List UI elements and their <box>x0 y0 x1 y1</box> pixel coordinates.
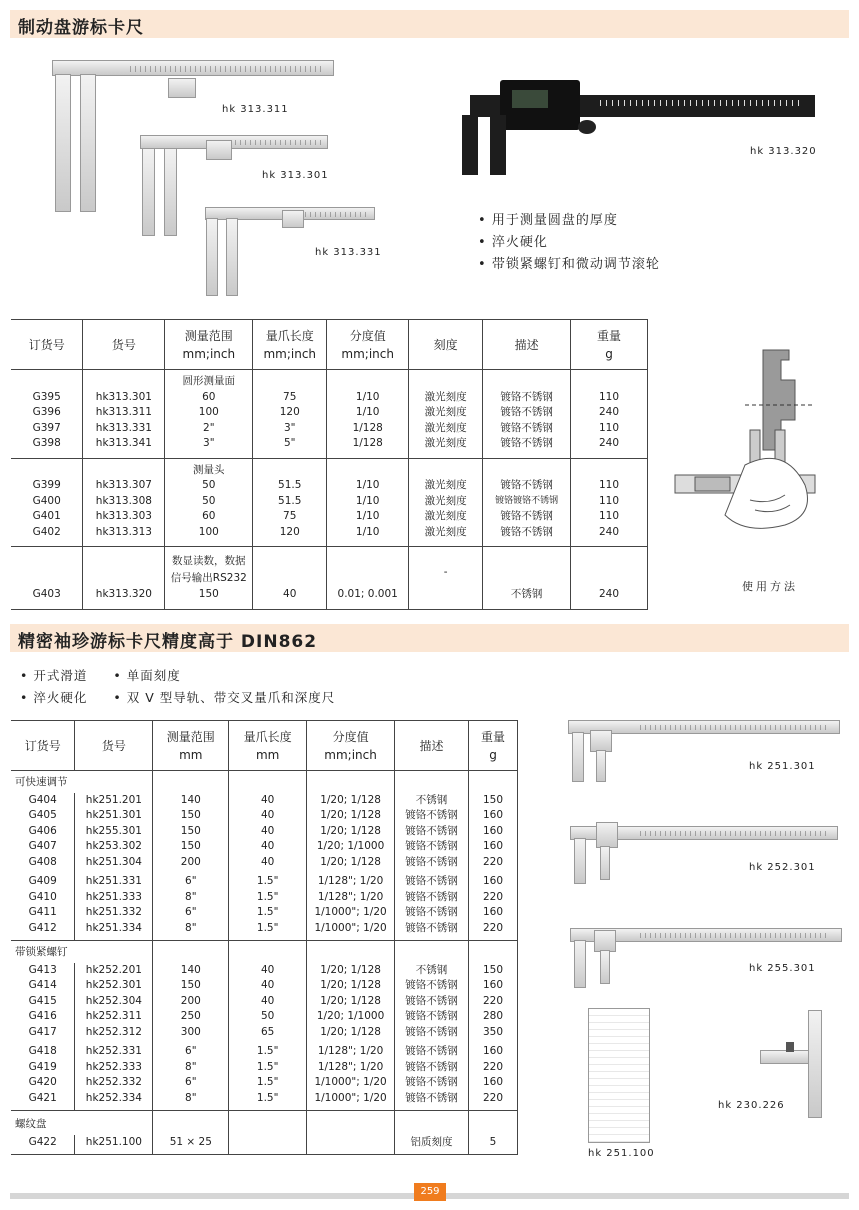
usage-illustration <box>665 345 845 570</box>
col-jaw-length: 量爪长度 mm <box>229 721 307 771</box>
image-label-255301: hk 255.301 <box>749 963 816 974</box>
group-subtitle: 数显读数，数据 信号输出RS232 <box>165 547 253 588</box>
col-description: 描述 <box>483 320 571 370</box>
col-order-no: 订货号 <box>28 337 65 352</box>
section-header-pocket-caliper <box>10 624 849 652</box>
image-label-251301: hk 251.301 <box>749 761 816 772</box>
group-subtitle: 带锁紧螺钉 <box>15 946 68 958</box>
pocket-caliper-spec-table <box>11 720 518 1155</box>
table-header-row <box>11 721 518 771</box>
feature-row: • 淬火硬化 • 双 V 型导轨、带交叉量爪和深度尺 <box>20 690 336 705</box>
image-label-313301: hk 313.301 <box>262 170 329 181</box>
table-row: G399 hk313.307 50 51.5 1/10 激光刻度 镀铬不锈钢 110 <box>11 478 648 494</box>
brake-disc-spec-table <box>11 319 648 610</box>
group-subtitle: 圆形测量面 <box>165 370 253 390</box>
col-range: 测量范围 mm;inch <box>165 320 253 370</box>
table-row: G421 hk252.334 8" 1.5" 1/1000"; 1/20 镀铬不锈钢 220 <box>11 1091 518 1111</box>
col-item-no: 货号 <box>83 320 165 370</box>
feature-list <box>20 665 335 709</box>
table-row: G407 hk253.302 150 40 1/20; 1/1000 镀铬不锈钢 160 <box>11 839 518 855</box>
table-row: G406 hk255.301 150 40 1/20; 1/128 镀铬不锈钢 160 <box>11 824 518 840</box>
col-weight: 重量 g <box>469 721 518 771</box>
image-label-313320: hk 313.320 <box>750 146 817 157</box>
col-order-no: 订货号 <box>24 738 61 753</box>
table-group <box>11 941 518 1111</box>
image-label-230226: hk 230.226 <box>718 1100 785 1111</box>
group-subtitle: 测量头 <box>165 458 253 478</box>
table-row: G412 hk251.334 8" 1.5" 1/1000"; 1/20 镀铬不锈钢 220 <box>11 921 518 941</box>
col-weight: 重量 g <box>571 320 648 370</box>
table-row: G414 hk252.301 150 40 1/20; 1/128 镀铬不锈钢 160 <box>11 978 518 994</box>
table-row: G400 hk313.308 50 51.5 1/10 激光刻度 镀铬镀铬不锈钢 110 <box>11 494 648 510</box>
table-header-row <box>11 320 648 370</box>
table-row: G404 hk251.201 140 40 1/20; 1/128 不锈钢 150 <box>11 793 518 809</box>
table-row: G410 hk251.333 8" 1.5" 1/128"; 1/20 镀铬不锈钢 220 <box>11 890 518 906</box>
table-row: G416 hk252.311 250 50 1/20; 1/1000 镀铬不锈钢 280 <box>11 1009 518 1025</box>
table-group <box>11 547 648 610</box>
table-row: G415 hk252.304 200 40 1/20; 1/128 镀铬不锈钢 220 <box>11 994 518 1010</box>
image-label-252301: hk 252.301 <box>749 862 816 873</box>
col-jaw-length: 量爪长度 mm;inch <box>253 320 327 370</box>
table-row: G418 hk252.331 6" 1.5" 1/128"; 1/20 镀铬不锈钢 160 <box>11 1044 518 1060</box>
table-group <box>11 771 518 941</box>
dash-mark: - <box>409 547 483 588</box>
table-row: G417 hk252.312 300 65 1/20; 1/128 镀铬不锈钢 350 <box>11 1025 518 1045</box>
col-resolution: 分度值 mm;inch <box>307 721 395 771</box>
table-row: G395 hk313.301 60 75 1/10 激光刻度 镀铬不锈钢 110 <box>11 390 648 406</box>
feature-item: • 淬火硬化 <box>478 235 548 250</box>
table-row: G398 hk313.341 3" 5" 1/128 激光刻度 镀铬不锈钢 240 <box>11 436 648 458</box>
image-label-313331: hk 313.331 <box>315 247 382 258</box>
image-label-313311: hk 313.311 <box>222 104 289 115</box>
image-label-251100: hk 251.100 <box>588 1148 655 1159</box>
table-group <box>11 370 648 459</box>
col-graduation: 刻度 <box>409 320 483 370</box>
group-subtitle: 螺纹盘 <box>15 1118 47 1130</box>
feature-item: • 用于测量圆盘的厚度 <box>478 213 618 228</box>
table-row: G419 hk252.333 8" 1.5" 1/128"; 1/20 镀铬不锈钢 220 <box>11 1060 518 1076</box>
table-row: G403 hk313.320 150 40 0.01; 0.001 不锈钢 240 <box>11 587 648 609</box>
section-title: 制动盘游标卡尺 <box>18 18 144 38</box>
table-row: G422 hk251.100 51 × 25 铝质刻度 5 <box>11 1135 518 1155</box>
table-row: G413 hk252.201 140 40 1/20; 1/128 不锈钢 150 <box>11 963 518 979</box>
col-resolution: 分度值 mm;inch <box>327 320 409 370</box>
table-row: G409 hk251.331 6" 1.5" 1/128"; 1/20 镀铬不锈钢 160 <box>11 874 518 890</box>
section-title: 精密袖珍游标卡尺精度高于 DIN862 <box>18 632 318 652</box>
table-row: G402 hk313.313 100 120 1/10 激光刻度 镀铬不锈钢 240 <box>11 525 648 547</box>
table-row: G405 hk251.301 150 40 1/20; 1/128 镀铬不锈钢 160 <box>11 808 518 824</box>
usage-caption: 使用方法 <box>742 580 798 593</box>
table-group <box>11 458 648 547</box>
table-row: G401 hk313.303 60 75 1/10 激光刻度 镀铬不锈钢 110 <box>11 509 648 525</box>
table-row: G396 hk313.311 100 120 1/10 激光刻度 镀铬不锈钢 240 <box>11 405 648 421</box>
section-header-brake-disc-caliper <box>10 10 849 38</box>
col-range: 测量范围 mm <box>153 721 229 771</box>
col-description: 描述 <box>395 721 469 771</box>
feature-row: • 开式滑道 • 单面刻度 <box>20 668 181 683</box>
feature-item: • 带锁紧螺钉和微动调节滚轮 <box>478 257 660 272</box>
col-item-no: 货号 <box>75 721 153 771</box>
table-group <box>11 1111 518 1155</box>
table-row: G397 hk313.331 2" 3" 1/128 激光刻度 镀铬不锈钢 110 <box>11 421 648 437</box>
thread-gauge-photo <box>588 1008 650 1143</box>
table-row: G408 hk251.304 200 40 1/20; 1/128 镀铬不锈钢 220 <box>11 855 518 875</box>
feature-list <box>478 210 660 276</box>
group-subtitle: 可快速调节 <box>15 776 68 788</box>
page-number: 259 <box>414 1183 446 1201</box>
table-row: G411 hk251.332 6" 1.5" 1/1000"; 1/20 镀铬不锈钢 160 <box>11 905 518 921</box>
table-row: G420 hk252.332 6" 1.5" 1/1000"; 1/20 镀铬不锈钢 160 <box>11 1075 518 1091</box>
